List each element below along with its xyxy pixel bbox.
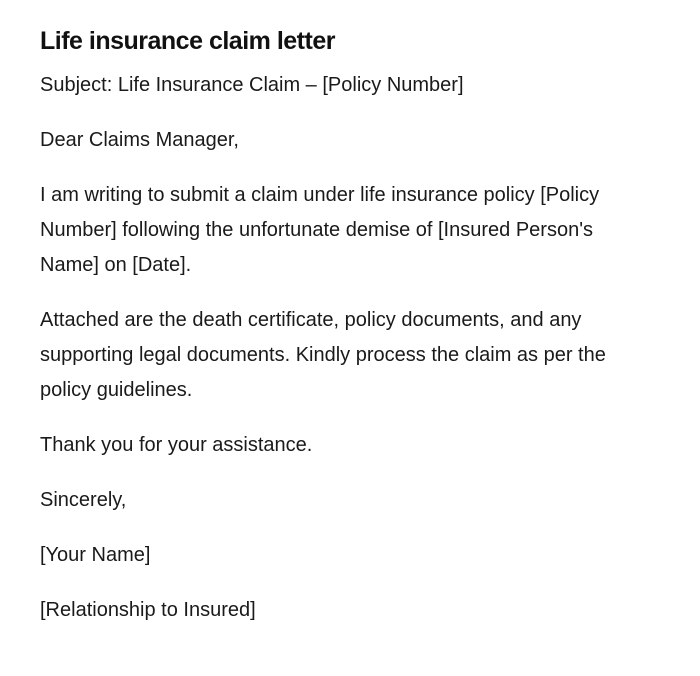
salutation: Dear Claims Manager,	[40, 129, 239, 151]
body-paragraph-attachments: Attached are the death certificate, policy documents, and any supporting legal documents. Kindly process the claim as per the policy guidelines.	[40, 309, 606, 401]
sender-name: [Your Name]	[40, 544, 151, 566]
letter-title: Life insurance claim letter	[40, 27, 335, 55]
letter-document	[40, 24, 640, 648]
thanks-line: Thank you for your assistance.	[40, 434, 313, 456]
closing-line: Sincerely,	[40, 489, 127, 511]
relationship-line: [Relationship to Insured]	[40, 599, 256, 621]
subject-line: Subject: Life Insurance Claim – [Policy Number]	[40, 74, 464, 96]
body-paragraph-claim: I am writing to submit a claim under life insurance policy [Policy Number] following the unfortunate demise of [Insured Person's Name] on [Date].	[40, 184, 600, 276]
